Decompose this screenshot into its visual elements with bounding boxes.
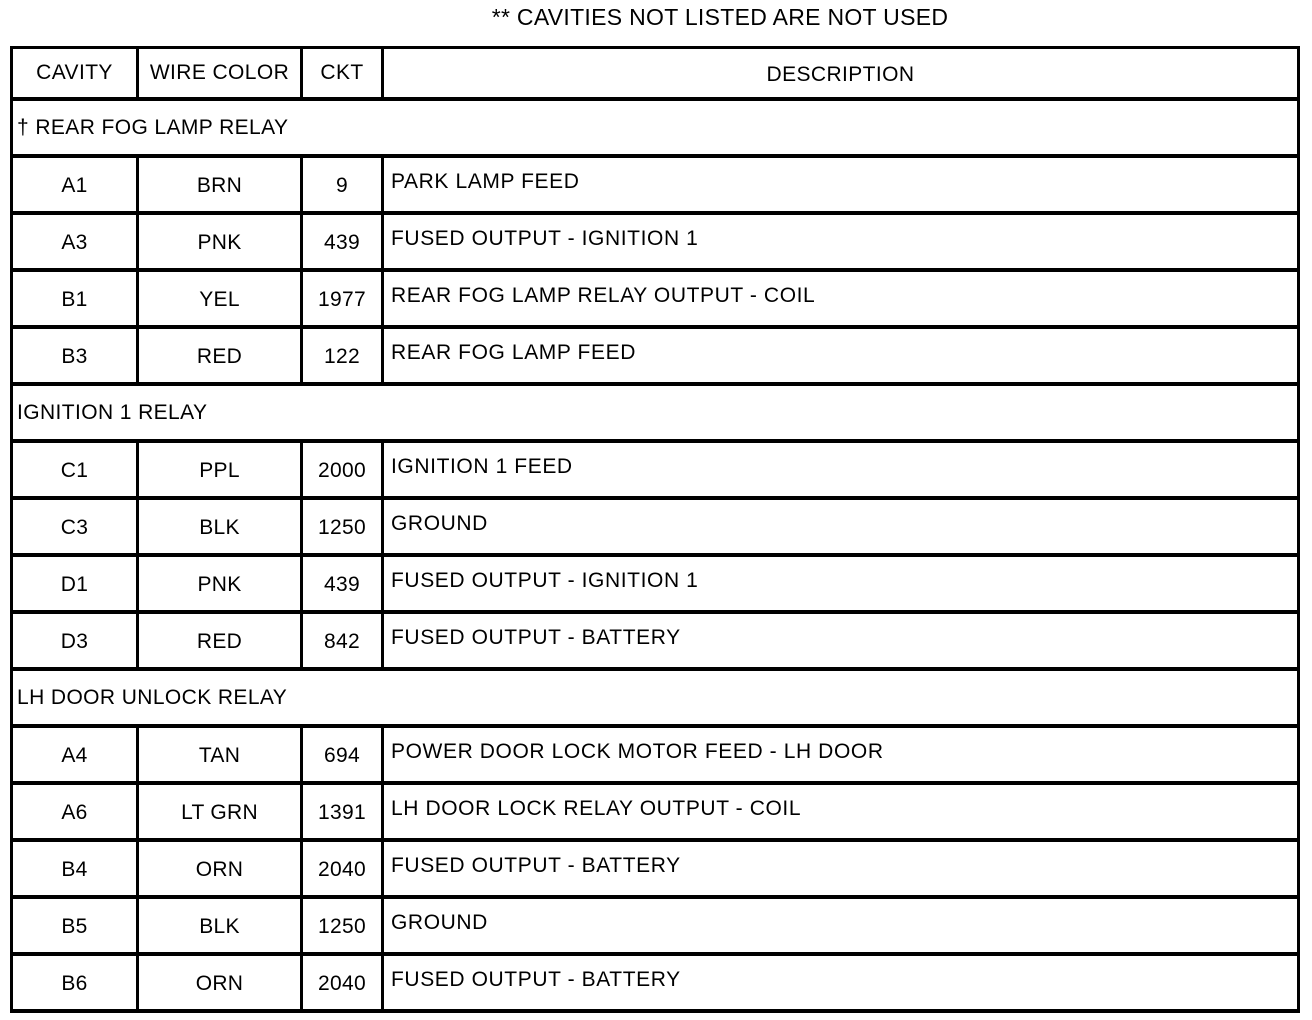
table-row: [12, 498, 1299, 555]
header-row: [12, 48, 1299, 100]
wire-color-cell: TAN: [138, 726, 302, 783]
header-ckt: CKT: [302, 48, 383, 100]
ckt-cell: 9: [302, 156, 383, 213]
table-row: [12, 726, 1299, 783]
cavity-cell: B1: [12, 270, 138, 327]
description-cell: REAR FOG LAMP FEED: [383, 327, 1299, 384]
table-row: [12, 270, 1299, 327]
wire-color-cell: ORN: [138, 954, 302, 1011]
table-row: [12, 156, 1299, 213]
table-row: [12, 441, 1299, 498]
cavity-cell: C1: [12, 441, 138, 498]
table-row: [12, 954, 1299, 1011]
description-cell: GROUND: [383, 498, 1299, 555]
group-row: [12, 99, 1299, 156]
table-row: [12, 213, 1299, 270]
description-cell: FUSED OUTPUT - IGNITION 1: [383, 555, 1299, 612]
ckt-cell: 2040: [302, 840, 383, 897]
wire-color-cell: RED: [138, 612, 302, 669]
ckt-cell: 122: [302, 327, 383, 384]
connector-cavity-table: [10, 46, 1300, 1013]
group-title: LH DOOR UNLOCK RELAY: [12, 669, 1299, 726]
header-wire-color: WIRE COLOR: [138, 48, 302, 100]
header-cavity: CAVITY: [12, 48, 138, 100]
description-cell: PARK LAMP FEED: [383, 156, 1299, 213]
cavity-cell: A3: [12, 213, 138, 270]
table-header: [12, 48, 1299, 100]
ckt-cell: 2040: [302, 954, 383, 1011]
table-row: [12, 327, 1299, 384]
page-note: ** CAVITIES NOT LISTED ARE NOT USED: [491, 4, 949, 30]
table-body: [12, 99, 1299, 1011]
group-title: IGNITION 1 RELAY: [12, 384, 1299, 441]
cavity-cell: B6: [12, 954, 138, 1011]
cavity-cell: B3: [12, 327, 138, 384]
ckt-cell: 1250: [302, 897, 383, 954]
wire-color-cell: BLK: [138, 897, 302, 954]
ckt-cell: 439: [302, 555, 383, 612]
ckt-cell: 1391: [302, 783, 383, 840]
table-row: [12, 840, 1299, 897]
description-cell: FUSED OUTPUT - BATTERY: [383, 954, 1299, 1011]
wire-color-cell: YEL: [138, 270, 302, 327]
group-title: † REAR FOG LAMP RELAY: [12, 99, 1299, 156]
table-row: [12, 555, 1299, 612]
cavity-cell: C3: [12, 498, 138, 555]
wire-color-cell: BRN: [138, 156, 302, 213]
group-row: [12, 384, 1299, 441]
wire-color-cell: PNK: [138, 555, 302, 612]
wire-color-cell: RED: [138, 327, 302, 384]
group-row: [12, 669, 1299, 726]
ckt-cell: 1977: [302, 270, 383, 327]
description-cell: FUSED OUTPUT - IGNITION 1: [383, 213, 1299, 270]
table-row: [12, 783, 1299, 840]
ckt-cell: 439: [302, 213, 383, 270]
wire-color-cell: PNK: [138, 213, 302, 270]
cavity-cell: A6: [12, 783, 138, 840]
ckt-cell: 1250: [302, 498, 383, 555]
description-cell: LH DOOR LOCK RELAY OUTPUT - COIL: [383, 783, 1299, 840]
wire-color-cell: PPL: [138, 441, 302, 498]
cavity-cell: A4: [12, 726, 138, 783]
wire-color-cell: BLK: [138, 498, 302, 555]
description-cell: REAR FOG LAMP RELAY OUTPUT - COIL: [383, 270, 1299, 327]
description-cell: IGNITION 1 FEED: [383, 441, 1299, 498]
description-cell: FUSED OUTPUT - BATTERY: [383, 612, 1299, 669]
cavity-cell: B5: [12, 897, 138, 954]
wire-color-cell: ORN: [138, 840, 302, 897]
cavity-cell: B4: [12, 840, 138, 897]
table-row: [12, 897, 1299, 954]
ckt-cell: 842: [302, 612, 383, 669]
ckt-cell: 694: [302, 726, 383, 783]
cavity-cell: D3: [12, 612, 138, 669]
description-cell: GROUND: [383, 897, 1299, 954]
wire-color-cell: LT GRN: [138, 783, 302, 840]
description-cell: FUSED OUTPUT - BATTERY: [383, 840, 1299, 897]
cavity-cell: D1: [12, 555, 138, 612]
ckt-cell: 2000: [302, 441, 383, 498]
cavity-cell: A1: [12, 156, 138, 213]
header-description: DESCRIPTION: [383, 48, 1299, 100]
table-row: [12, 612, 1299, 669]
description-cell: POWER DOOR LOCK MOTOR FEED - LH DOOR: [383, 726, 1299, 783]
